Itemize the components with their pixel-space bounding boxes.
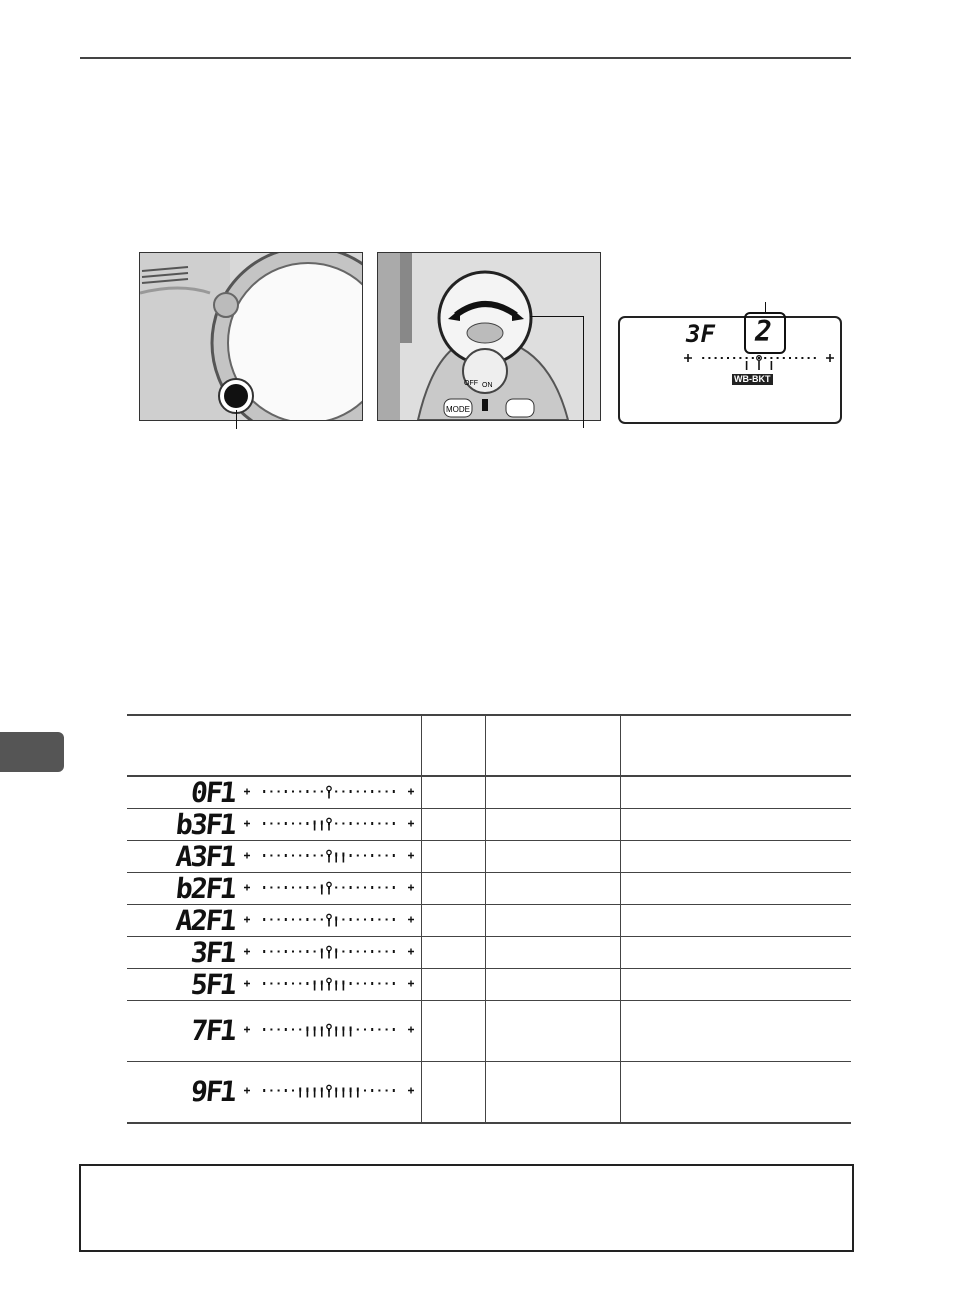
display-cell <box>127 1001 422 1062</box>
cell-c <box>621 873 852 905</box>
frame-code: b3F <box>174 807 223 841</box>
off-label: OFF <box>464 380 478 387</box>
cell-a <box>422 873 486 905</box>
frame-code: 7F <box>189 1014 223 1047</box>
frame-count: 1 <box>218 807 239 841</box>
cell-c <box>621 937 852 969</box>
button-callout-line <box>236 410 237 429</box>
table-row <box>127 841 851 873</box>
display-cell <box>127 873 422 905</box>
cell-b <box>486 937 621 969</box>
camera-front-photo <box>139 252 363 421</box>
table-row <box>127 905 851 937</box>
bracket-meter <box>241 1079 417 1103</box>
cell-a <box>422 969 486 1001</box>
frame-count: 1 <box>218 967 239 1001</box>
cell-c <box>621 841 852 873</box>
meter-wrapper <box>241 971 417 998</box>
cell-b <box>486 809 621 841</box>
cell-b <box>486 1001 621 1062</box>
note-box <box>79 1164 854 1252</box>
header-col-b <box>486 715 621 776</box>
cell-a <box>422 905 486 937</box>
cell-a <box>422 809 486 841</box>
cell-c <box>621 969 852 1001</box>
meter-wrapper <box>241 939 417 966</box>
cell-c <box>621 809 852 841</box>
display-cell <box>127 969 422 1001</box>
table-row <box>127 969 851 1001</box>
meter-wrapper <box>241 843 417 870</box>
cell-a <box>422 1001 486 1062</box>
cell-b <box>486 873 621 905</box>
cell-b <box>486 905 621 937</box>
cell-b <box>486 776 621 809</box>
frame-code: A2F <box>174 903 223 937</box>
on-label: ON <box>482 382 493 389</box>
frame-count: 1 <box>218 839 239 873</box>
header-col-a <box>422 715 486 776</box>
lcd-meter <box>684 352 834 374</box>
meter-wrapper <box>241 1018 417 1045</box>
bracket-meter <box>241 779 417 803</box>
meter-wrapper <box>241 779 417 806</box>
frame-code: A3F <box>174 839 223 873</box>
cell-b <box>486 841 621 873</box>
frame-code: b2F <box>174 871 223 905</box>
bracket-meter <box>241 843 417 867</box>
display-cell <box>127 937 422 969</box>
lcd-frames: 3F <box>686 320 715 348</box>
wb-bkt-label: WB-BKT <box>734 374 771 384</box>
bracket-meter <box>241 971 417 995</box>
table-row <box>127 873 851 905</box>
frame-count: 1 <box>218 1014 239 1047</box>
table-row <box>127 1001 851 1062</box>
cell-a <box>422 937 486 969</box>
meter-wrapper <box>241 907 417 934</box>
cell-c <box>621 905 852 937</box>
table-row <box>127 809 851 841</box>
frame-code: 0F <box>189 775 223 809</box>
table-header-row <box>127 715 851 776</box>
display-cell <box>127 1062 422 1124</box>
bracket-meter <box>241 939 417 963</box>
cell-b <box>486 1062 621 1124</box>
frame-count: 1 <box>218 1075 239 1108</box>
table-row <box>127 937 851 969</box>
bracket-meter <box>241 811 417 835</box>
header-display <box>127 715 422 776</box>
meter-wrapper <box>241 1079 417 1106</box>
frame-code: 5F <box>189 967 223 1001</box>
cell-a <box>422 776 486 809</box>
display-cell <box>127 841 422 873</box>
cell-c <box>621 1001 852 1062</box>
bracket-meter <box>241 907 417 931</box>
table-row <box>127 1062 851 1124</box>
frame-count: 1 <box>218 935 239 969</box>
meter-wrapper <box>241 875 417 902</box>
display-cell <box>127 905 422 937</box>
dial-callout-line <box>583 316 584 428</box>
mode-button-label: MODE <box>446 405 470 414</box>
frame-count: 1 <box>218 871 239 905</box>
cell-c <box>621 1062 852 1124</box>
header-col-c <box>621 715 852 776</box>
cell-a <box>422 841 486 873</box>
frame-code: 3F <box>189 935 223 969</box>
display-cell <box>127 809 422 841</box>
bracket-meter <box>241 1018 417 1042</box>
chapter-tab <box>0 732 64 772</box>
lcd-increment: 2 <box>755 315 772 348</box>
frame-count: 1 <box>218 775 239 809</box>
dial-callout-horizontal <box>530 316 583 317</box>
cell-a <box>422 1062 486 1124</box>
command-dial-photo <box>377 252 601 421</box>
display-cell <box>127 776 422 809</box>
cell-b <box>486 969 621 1001</box>
bracketing-table <box>127 714 851 1124</box>
cell-c <box>621 776 852 809</box>
table-row <box>127 776 851 809</box>
meter-wrapper <box>241 811 417 838</box>
top-rule <box>80 57 851 59</box>
bracket-meter <box>241 875 417 899</box>
bracketing-button-icon <box>224 384 248 408</box>
frame-count: 1 <box>218 903 239 937</box>
frame-code: 9F <box>189 1075 223 1108</box>
